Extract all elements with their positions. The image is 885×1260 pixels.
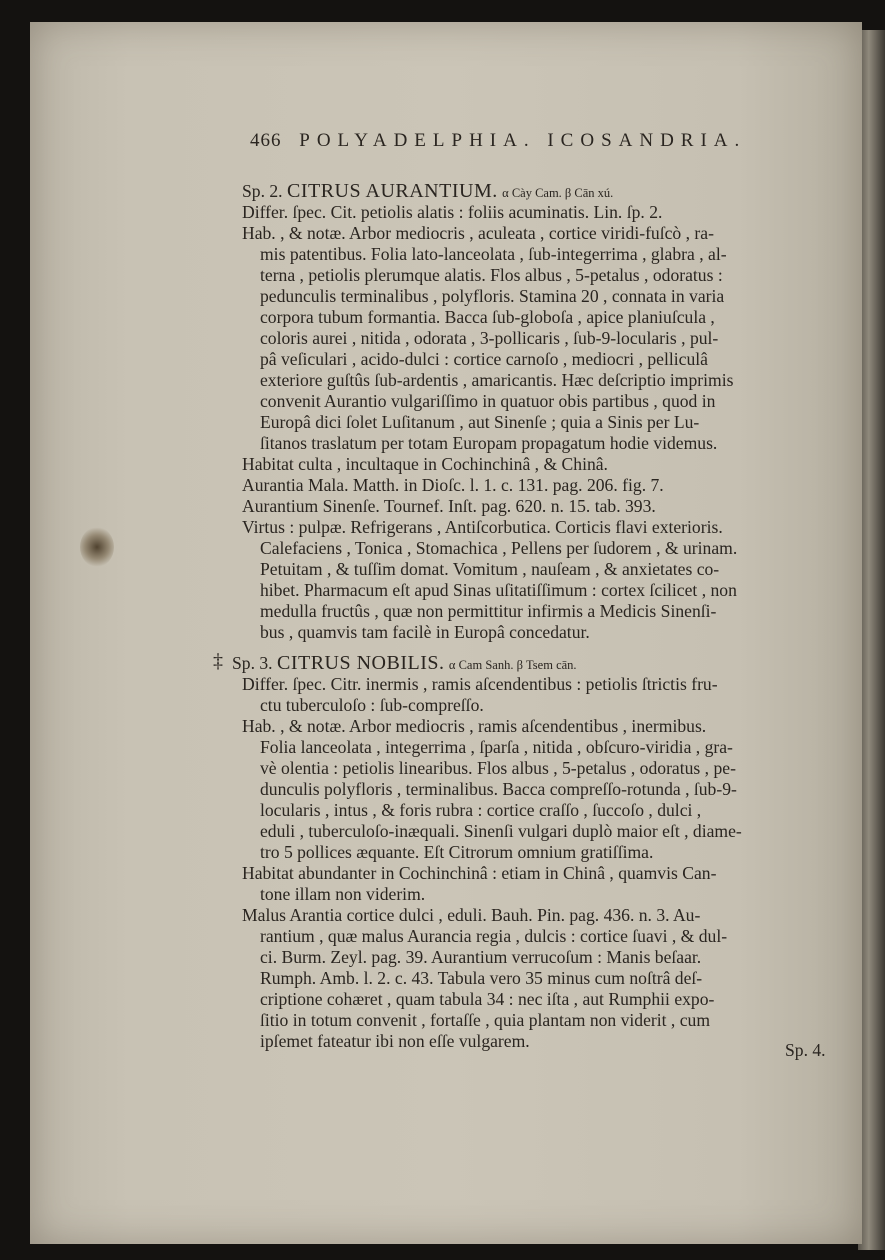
species-2-line: hibet. Pharmacum eſt apud Sinas uſitatiſſimum : cortex ſcilicet , non: [260, 580, 737, 600]
species-2-line: terna , petiolis plerumque alatis. Flos albus , 5-petalus , odoratus :: [260, 265, 723, 285]
page-number: 466: [250, 130, 282, 151]
species-2-line: Europâ dici ſolet Luſitanum , aut Sinenſe ; quia a Sinis per Lu-: [260, 412, 700, 432]
species-2-line: pedunculis terminalibus , polyfloris. Stamina 20 , connata in varia: [260, 286, 725, 306]
species-2-line: corpora tubum formantia. Bacca ſub-globoſa , apice planiuſcula ,: [260, 307, 715, 327]
species-3-line: locularis , intus , & foris rubra : cortice craſſo , ſuccoſo , dulci ,: [260, 800, 702, 820]
species-3-line: Differ. ſpec. Citr. inermis , ramis aſcendentibus : petiolis ſtrictis fru-: [242, 674, 718, 694]
species-2-line: Habitat culta , incultaque in Cochinchinâ , & Chinâ.: [242, 454, 608, 474]
species-2-line: bus , quamvis tam facilè in Europâ concedatur.: [260, 622, 590, 642]
species-3-line: Habitat abundanter in Cochinchinâ : etiam in Chinâ , quamvis Can-: [242, 863, 717, 883]
species-2-line: coloris aurei , nitida , odorata , 3-pollicaris , ſub-9-locularis , pul-: [260, 328, 719, 348]
page-edge: [858, 30, 885, 1250]
species-3-line: ctu tuberculoſo : ſub-compreſſo.: [260, 695, 484, 715]
margin-mark: ‡: [213, 650, 223, 672]
species-3-name: CITRUS NOBILIS.: [276, 652, 445, 674]
species-3-line: ipſemet fateatur ibi non eſſe vulgarem.: [260, 1031, 530, 1051]
species-3-vernacular: α Cam Sanh. β Tsem cān.: [448, 658, 577, 672]
species-2-line: exteriore guſtûs ſub-ardentis , amaricantis. Hæc deſcriptio imprimis: [260, 370, 734, 390]
running-title: POLYADELPHIA. ICOSANDRIA.: [299, 130, 747, 151]
species-2-line: ſitanos traslatum per totam Europam propagatum hodie videmus.: [260, 433, 718, 453]
species-3-line: Folia lanceolata , integerrima , ſparſa , nitida , obſcuro-viridia , gra-: [260, 737, 733, 757]
species-2-line: Hab. , & notæ. Arbor mediocris , aculeata , cortice viridi-fuſcò , ra-: [242, 223, 714, 243]
species-3-line: rantium , quæ malus Aurancia regia , dulcis : cortice ſuavi , & dul-: [260, 926, 728, 946]
ink-stain: [80, 527, 114, 567]
species-3-line: ci. Burm. Zeyl. pag. 39. Aurantium verrucoſum : Manis beſaar.: [260, 947, 702, 967]
species-2-line: mis patentibus. Folia lato-lanceolata , ſub-integerrima , glabra , al-: [260, 244, 727, 264]
species-2-line: Differ. ſpec. Cit. petiolis alatis : foliis acuminatis. Lin. ſp. 2.: [242, 202, 663, 222]
species-2-line: medulla fructûs , quæ non permittitur infirmis a Medicis Sinenſi-: [260, 601, 717, 621]
species-3-line: eduli , tuberculoſo-inæquali. Sinenſi vulgari duplò maior eſt , diame-: [260, 821, 742, 841]
species-2-line: Aurantia Mala. Matth. in Dioſc. l. 1. c. 131. pag. 206. fig. 7.: [242, 475, 664, 495]
species-3-line: ſitio in totum convenit , fortaſſe , quia plantam non viderit , cum: [260, 1010, 711, 1030]
species-3-line: tro 5 pollices æquante. Eſt Citrorum omnium gratiſſima.: [260, 842, 654, 862]
species-2-line: pâ veſiculari , acido-dulci : cortice carnoſo , mediocri , pelliculâ: [260, 349, 708, 369]
species-2-vernacular: α Cày Cam. β Cān xú.: [502, 186, 614, 200]
species-2-line: Calefaciens , Tonica , Stomachica , Pellens per ſudorem , & urinam.: [260, 538, 738, 558]
species-3-line: Rumph. Amb. l. 2. c. 43. Tabula vero 35 minus cum noſtrâ deſ-: [260, 968, 703, 988]
species-3-line: criptione cohæret , quam tabula 34 : nec iſta , aut Rumphii expo-: [260, 989, 715, 1009]
species-3-number: Sp. 3.: [232, 653, 273, 673]
species-2-line: Virtus : pulpæ. Refrigerans , Antiſcorbutica. Corticis flavi exterioris.: [242, 517, 723, 537]
catchword: Sp. 4.: [785, 1040, 826, 1060]
species-2-number: Sp. 2.: [242, 181, 283, 201]
species-3-line: vè olentia : petiolis linearibus. Flos albus , 5-petalus , odoratus , pe-: [260, 758, 736, 778]
species-3-line: Malus Arantia cortice dulci , eduli. Bauh. Pin. pag. 436. n. 3. Au-: [242, 905, 701, 925]
species-3-line: Hab. , & notæ. Arbor mediocris , ramis aſcendentibus , inermibus.: [242, 716, 707, 736]
species-2-line: convenit Aurantio vulgariſſimo in quatuor obis partibus , quod in: [260, 391, 716, 411]
species-3-line: tone illam non viderim.: [260, 884, 426, 904]
species-2-line: Petuitam , & tuſſim domat. Vomitum , nauſeam , & anxietates co-: [260, 559, 720, 579]
species-3-line: dunculis polyfloris , terminalibus. Bacca compreſſo-rotunda , ſub-9-: [260, 779, 737, 799]
species-2-name: CITRUS AURANTIUM.: [286, 180, 498, 202]
running-head: [250, 130, 810, 152]
species-2-line: Aurantium Sinenſe. Tournef. Inſt. pag. 620. n. 15. tab. 393.: [242, 496, 656, 516]
